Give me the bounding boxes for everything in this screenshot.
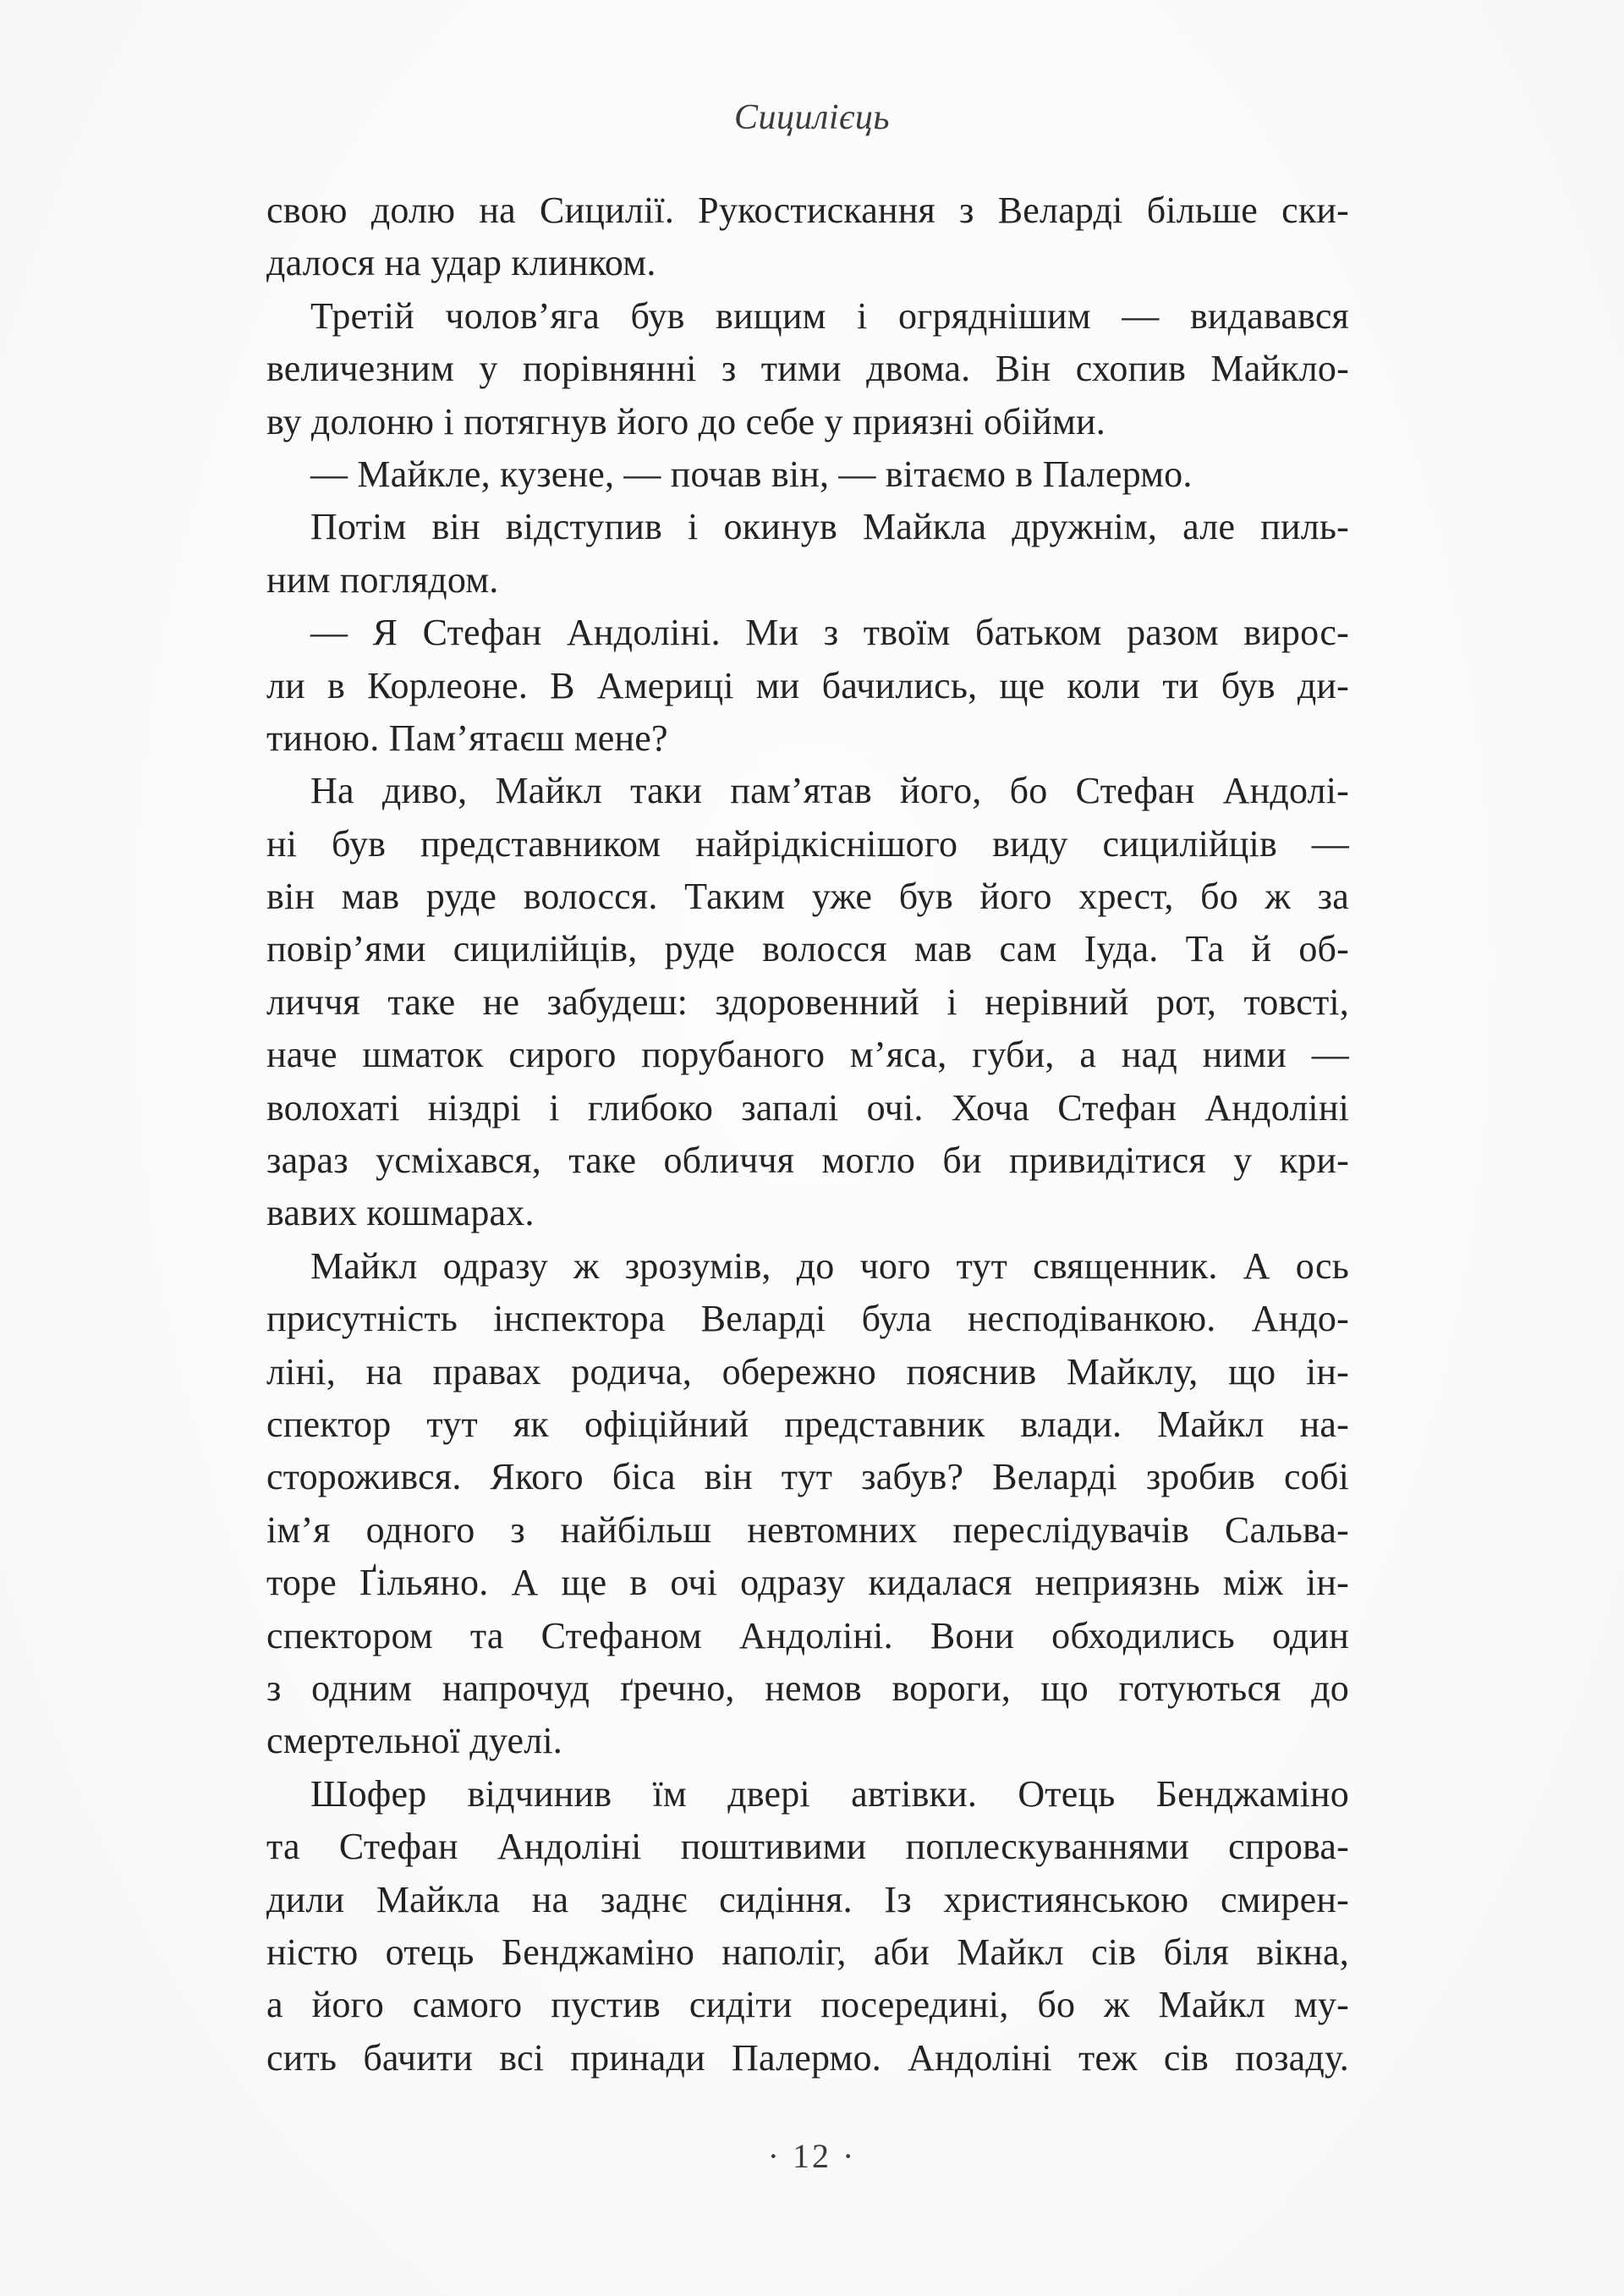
running-header: Сицилієць — [734, 98, 890, 137]
text-line: смертельної дуелі. — [266, 1720, 562, 1762]
text-line: ліні, на правах родича, обережно пояснив Майклу, що ін- — [266, 1350, 1349, 1392]
text-line: ву долоню і потягнув його до себе у приязні обійми. — [266, 400, 1106, 442]
text-line: далося на удар клинком. — [266, 242, 656, 284]
text-line: дили Майкла на заднє сидіння. Із християнською смирен- — [266, 1878, 1349, 1920]
text-line: сторожився. Якого біса він тут забув? Веларді зробив собі — [266, 1456, 1349, 1498]
text-line: а його самого пустив сидіти посередині, бо ж Майкл му- — [266, 1984, 1349, 2026]
text-line: На диво, Майкл таки пам’ятав його, бо Стефан Андолі- — [310, 770, 1349, 812]
text-line: Третій чолов’яга був вищим і огряднішим — видавався — [310, 294, 1349, 337]
text-line: вавих кошмарах. — [266, 1192, 535, 1234]
text-line: волохаті ніздрі і глибоко запалі очі. Хоча Стефан Андоліні — [266, 1086, 1349, 1129]
text-line: спектором та Стефаном Андоліні. Вони обходились один — [266, 1614, 1349, 1656]
text-line: ли в Корлеоне. В Америці ми бачились, ще коли ти був ди- — [266, 664, 1349, 706]
text-line: ім’я одного з найбільш невтомних переслідувачів Сальва- — [266, 1508, 1349, 1551]
text-line: він мав руде волосся. Таким уже був його хрест, бо ж за — [266, 876, 1349, 918]
text-line: торе Ґільяно. А ще в очі одразу кидалася неприязнь між ін- — [266, 1562, 1349, 1604]
text-line: присутність інспектора Веларді була несподіванкою. Андо- — [266, 1298, 1349, 1340]
text-line: наче шматок сирого порубаного м’яса, губи, а над ними — — [266, 1034, 1349, 1076]
text-line: величезним у порівнянні з тими двома. Він схопив Майкло- — [266, 348, 1349, 390]
text-line: — Майкле, кузене, — почав він, — вітаємо в Палермо. — [310, 453, 1193, 495]
text-line: зараз усміхався, таке обличчя могло би привидітися у кри- — [266, 1140, 1349, 1182]
text-line: личчя таке не забудеш: здоровенний і нерівний рот, товсті, — [266, 980, 1349, 1023]
text-line: з одним напрочуд ґречно, немов вороги, що готуються до — [266, 1667, 1349, 1709]
text-line: свою долю на Сицилії. Рукостискання з Веларді більше ски- — [266, 190, 1349, 231]
text-line: сить бачити всі принади Палермо. Андоліні теж сів позаду. — [266, 2036, 1349, 2079]
text-line: тиною. Пам’ятаєш мене? — [266, 717, 668, 759]
text-line: Шофер відчинив їм двері автівки. Отець Бенджаміно — [310, 1772, 1349, 1815]
body-text — [266, 184, 1349, 2085]
text-line: ністю отець Бенджаміно наполіг, аби Майкл сів біля вікна, — [266, 1931, 1349, 1973]
text-line: та Стефан Андоліні поштивими поплескуваннями спрова- — [266, 1826, 1349, 1868]
text-line: Потім він відступив і окинув Майкла дружнім, але пиль- — [310, 506, 1349, 548]
page-number: · 12 · — [767, 2137, 857, 2175]
text-line: ним поглядом. — [266, 558, 499, 601]
text-line: ні був представником найрідкіснішого виду сицилійців — — [266, 822, 1349, 865]
text-line: спектор тут як офіційний представник влади. Майкл на- — [266, 1403, 1349, 1445]
text-line: повір’ями сицилійців, руде волосся мав сам Іуда. Та й об- — [266, 928, 1349, 970]
text-line: — Я Стефан Андоліні. Ми з твоїм батьком разом вирос- — [310, 612, 1349, 654]
text-line: Майкл одразу ж зрозумів, до чого тут священник. А ось — [310, 1244, 1349, 1287]
